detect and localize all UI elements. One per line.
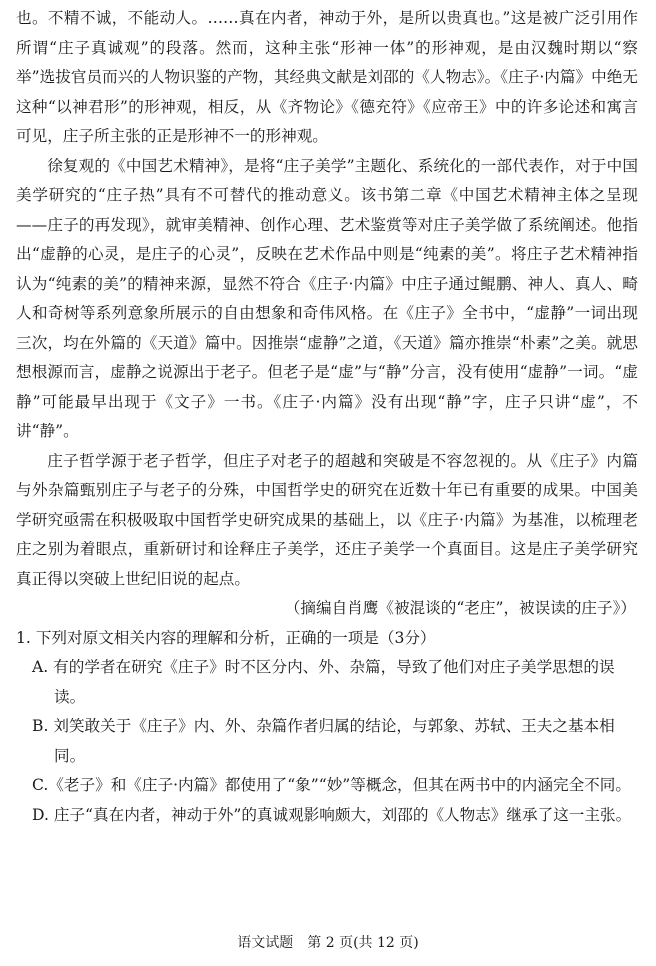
passage-paragraph-2: 徐复观的《中国艺术精神》，是将“庄子美学”主题化、系统化的一部代表作，对于中国美学研究的“庄子热”具有不可替代的推动意义。该书第二章《中国艺术精神主体之呈现——庄子的再发现》，就审美精神、创作心理、艺术鉴赏等对庄子美学做了系统阐述。他指出“虚静的心灵，是庄子的心灵”，反映在艺术作品中则是“纯素的美”。将庄子艺术精神指认为“纯素的美”的精神来源，显然不符合《庄子·内篇》中庄子通过鲲鹏、神人、真人、畸人和奇树等系列意象所展示的自由想象和奇伟风格。在《庄子》全书中，“虚静”一词出现三次，均在外篇的《天道》篇中。因推崇“虚静”之道，《天道》篇亦推崇“朴素”之美。就思想根源而言，虚静之说源出于老子。但老子是“虚”与“静”分言，没有使用“虚静”一词。“虚静”可能最早出现于《文子》一书。《庄子·内篇》没有出现“静”字，庄子只讲“虚”，不讲“静”。 [16, 156, 638, 440]
option-a: A. 有的学者在研究《庄子》时不区分内、外、杂篇，导致了他们对庄子美学思想的误读。 [32, 658, 615, 706]
page-footer: 语文试题 第 2 页(共 12 页) [237, 935, 419, 951]
question-stem: 1. 下列对原文相关内容的理解和分析，正确的一项是（3分） [16, 628, 436, 647]
passage-source: （摘编自肖鹰《被混谈的“老庄”，被误读的庄子》） [284, 599, 636, 617]
option-b: B. 刘笑敢关于《庄子》内、外、杂篇作者归属的结论，与郭象、苏轼、王夫之基本相同。 [32, 717, 615, 765]
option-d: D. 庄子“真在内者，神动于外”的真诚观影响颇大，刘邵的《人物志》继承了这一主张。 [32, 805, 632, 824]
passage-paragraph-3: 庄子哲学源于老子哲学，但庄子对老子的超越和突破是不容忽视的。从《庄子》内篇与外杂篇甄别庄子与老子的分殊，中国哲学史的研究在近数十年已有重要的成果。中国美学研究亟需在积极吸取中国哲学史研究成果的基础上，以《庄子·内篇》为基准，以梳理老庄之别为着眼点，重新研讨和诠释庄子美学，还庄子美学一个真面目。这是庄子美学研究真正得以突破上世纪旧说的起点。 [16, 451, 638, 588]
option-c: C.《老子》和《庄子·内篇》都使用了“象”“妙”等概念，但其在两书中的内涵完全不同。 [32, 776, 631, 794]
passage-paragraph-1: 也。不精不诚，不能动人。……真在内者，神动于外，是所以贵真也。”这是被广泛引用作所谓“庄子真诚观”的段落。然而，这种主张“形神一体”的形神观，是由汉魏时期以“察举”选拔官员而兴的人物识鉴的产物，其经典文献是刘邵的《人物志》。《庄子·内篇》中绝无这种“以神君形”的形神观，相反，从《齐物论》《德充符》《应帝王》中的许多论述和寓言可见，庄子所主张的正是形神不一的形神观。 [16, 9, 638, 145]
